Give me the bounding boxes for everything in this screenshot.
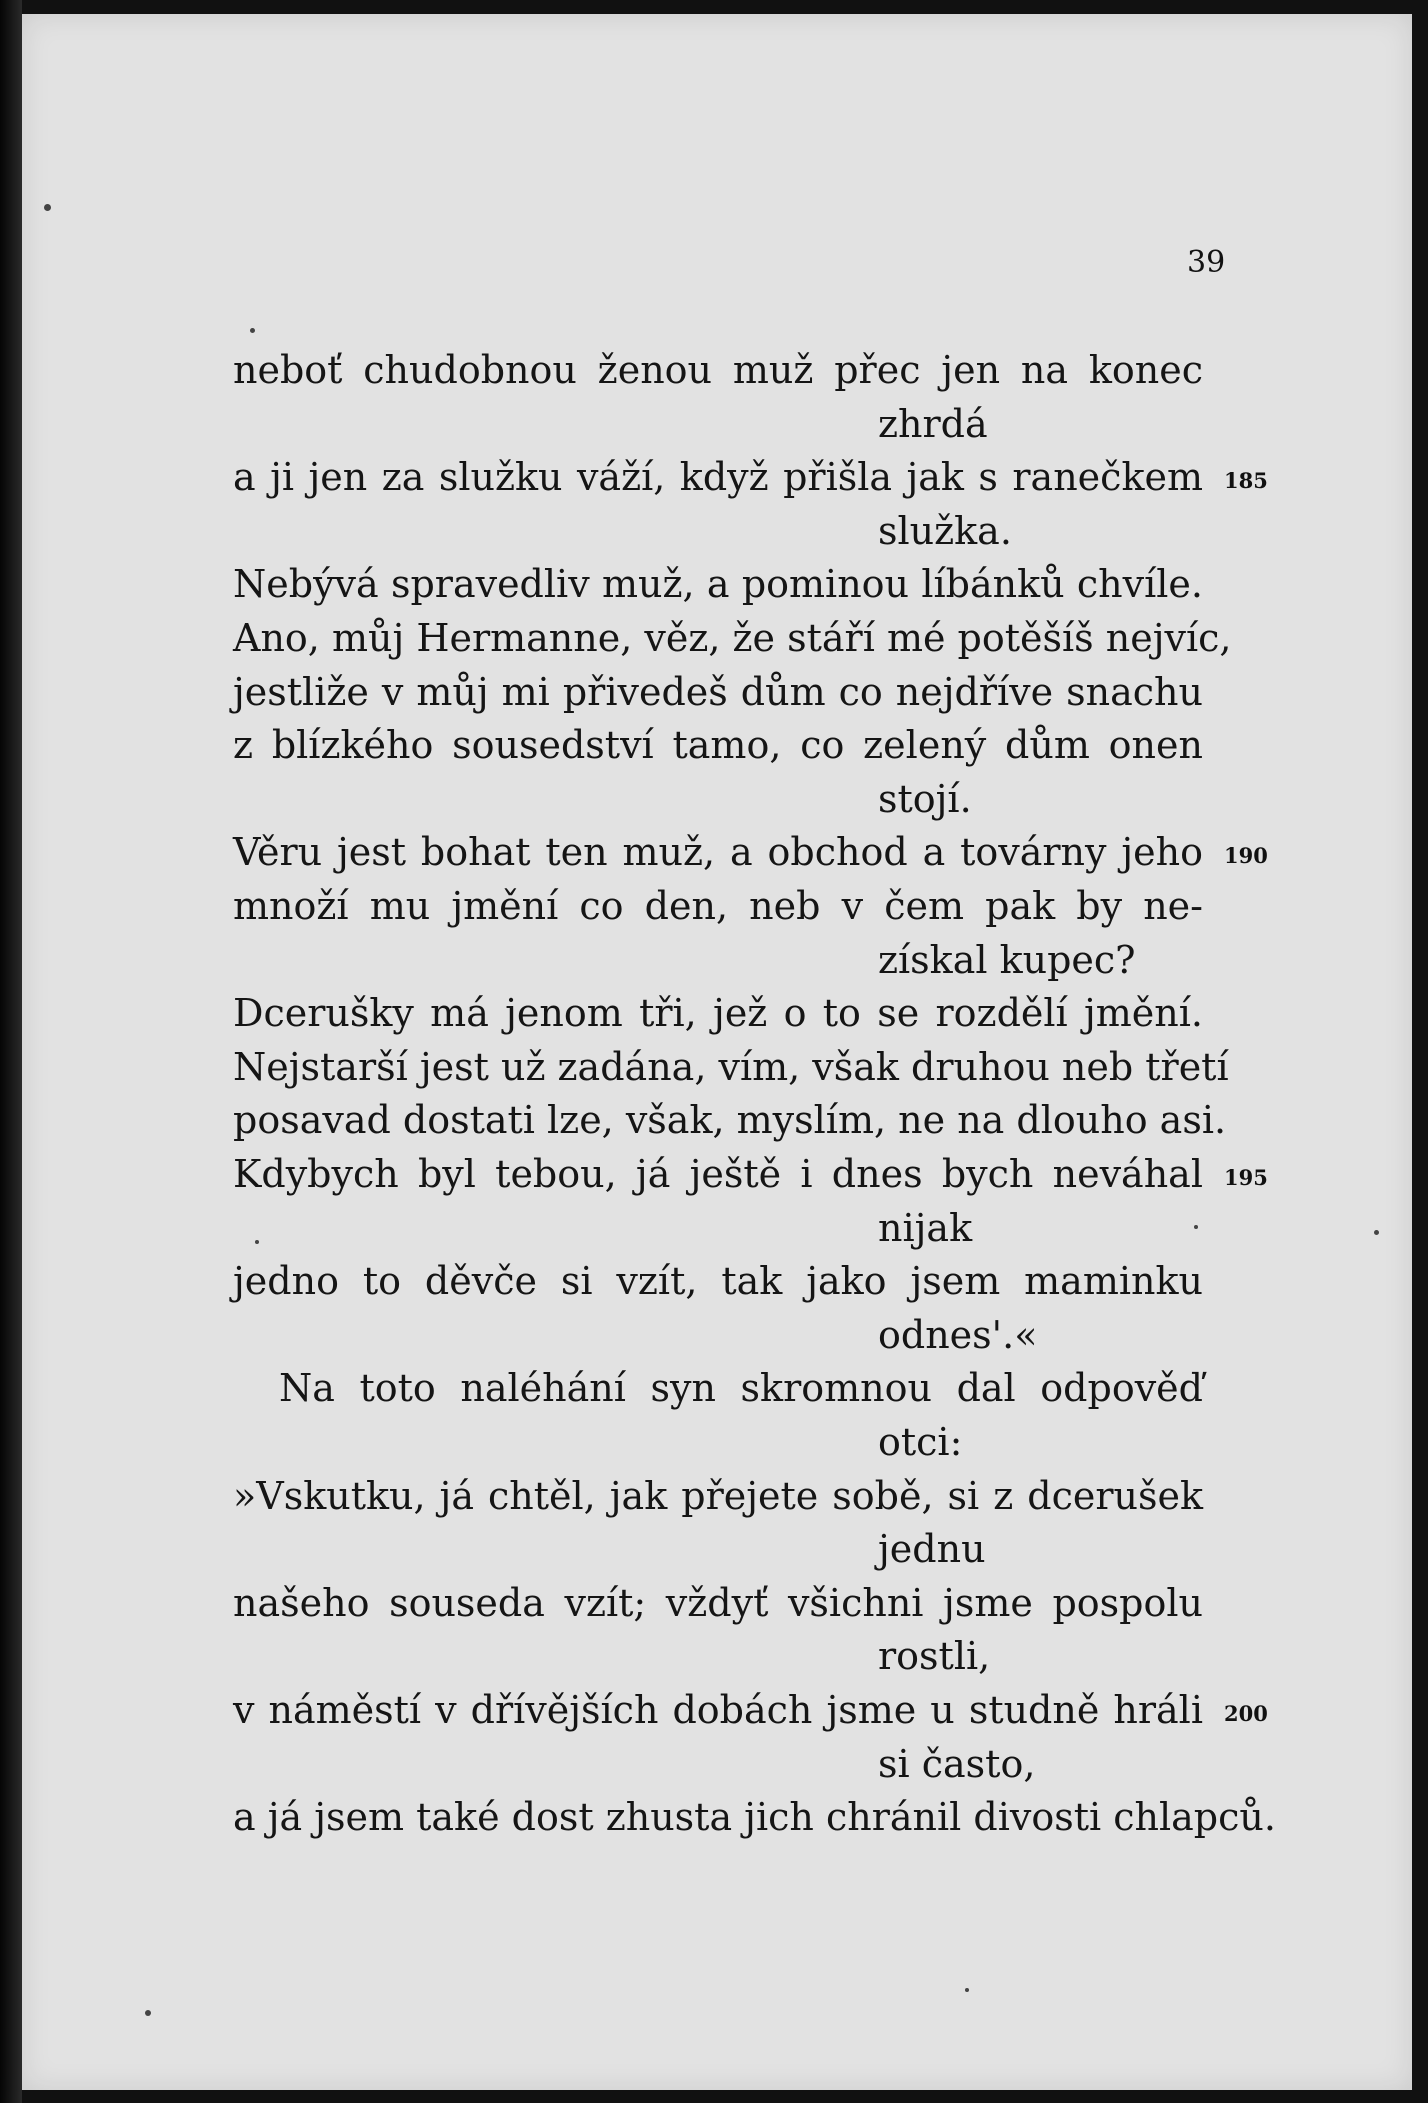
verse-turnover: jednu [878, 1527, 986, 1571]
page-left-edge [0, 0, 22, 2103]
verse-line: našeho souseda vzít; vždyť všichni jsme pospolu [233, 1581, 1203, 1625]
verse-line: Dcerušky má jenom tři, jež o to se rozdělí jmění. [233, 991, 1203, 1035]
scan-speck [1374, 1230, 1379, 1235]
verse-line: Nebývá spravedliv muž, a pominou líbánků chvíle. [233, 562, 1203, 606]
verse-line: jedno to děvče si vzít, tak jako jsem maminku [233, 1259, 1203, 1303]
verse-line: »Vskutku, já chtěl, jak přejete sobě, si z dcerušek [233, 1474, 1203, 1518]
verse-line: posavad dostati lze, však, myslím, ne na dlouho asi. [233, 1098, 1227, 1142]
page-number: 39 [1187, 245, 1226, 280]
verse-line: Ano, můj Hermanne, věz, že stáří mé potěšíš nejvíc, [233, 616, 1232, 660]
verse-line: Věru jest bohat ten muž, a obchod a továrny jeho [233, 830, 1203, 874]
verse-turnover: zhrdá [878, 402, 988, 446]
verse-turnover: nijak [878, 1206, 973, 1250]
verse-turnover: otci: [878, 1420, 963, 1464]
verse-line: Nejstarší jest už zadána, vím, však druhou neb třetí [233, 1045, 1229, 1089]
line-number: 195 [1224, 1165, 1268, 1190]
scan-speck [1194, 1225, 1198, 1229]
verse-line: množí mu jmění co den, neb v čem pak by ne- [233, 884, 1203, 928]
verse-line: neboť chudobnou ženou muž přec jen na konec [233, 348, 1203, 392]
verse-line: z blízkého sousedství tamo, co zelený dům onen [233, 723, 1203, 767]
scan-speck [965, 1988, 969, 1992]
line-number: 185 [1224, 468, 1268, 493]
verse-line: Na toto naléhání syn skromnou dal odpověď [279, 1366, 1203, 1410]
verse-turnover: získal kupec? [878, 938, 1136, 982]
line-number: 200 [1224, 1701, 1268, 1726]
scan-speck [255, 1240, 259, 1244]
verse-turnover: odnes'.« [878, 1313, 1038, 1357]
verse-turnover: stojí. [878, 777, 972, 821]
verse-turnover: služka. [878, 509, 1012, 553]
verse-line: a ji jen za služku váží, když přišla jak s ranečkem [233, 455, 1203, 499]
verse-line: v náměstí v dřívějších dobách jsme u studně hráli [233, 1688, 1203, 1732]
verse-turnover: rostli, [878, 1634, 991, 1678]
verse-line: Kdybych byl tebou, já ještě i dnes bych neváhal [233, 1152, 1203, 1196]
scan-speck [250, 328, 255, 333]
scan-speck [44, 204, 51, 211]
scan-speck [145, 2010, 151, 2016]
line-number: 190 [1224, 843, 1268, 868]
verse-turnover: si často, [878, 1742, 1036, 1786]
verse-line: jestliže v můj mi přivedeš dům co nejdříve snachu [233, 670, 1203, 714]
verse-line: a já jsem také dost zhusta jich chránil divosti chlapců. [233, 1795, 1276, 1839]
